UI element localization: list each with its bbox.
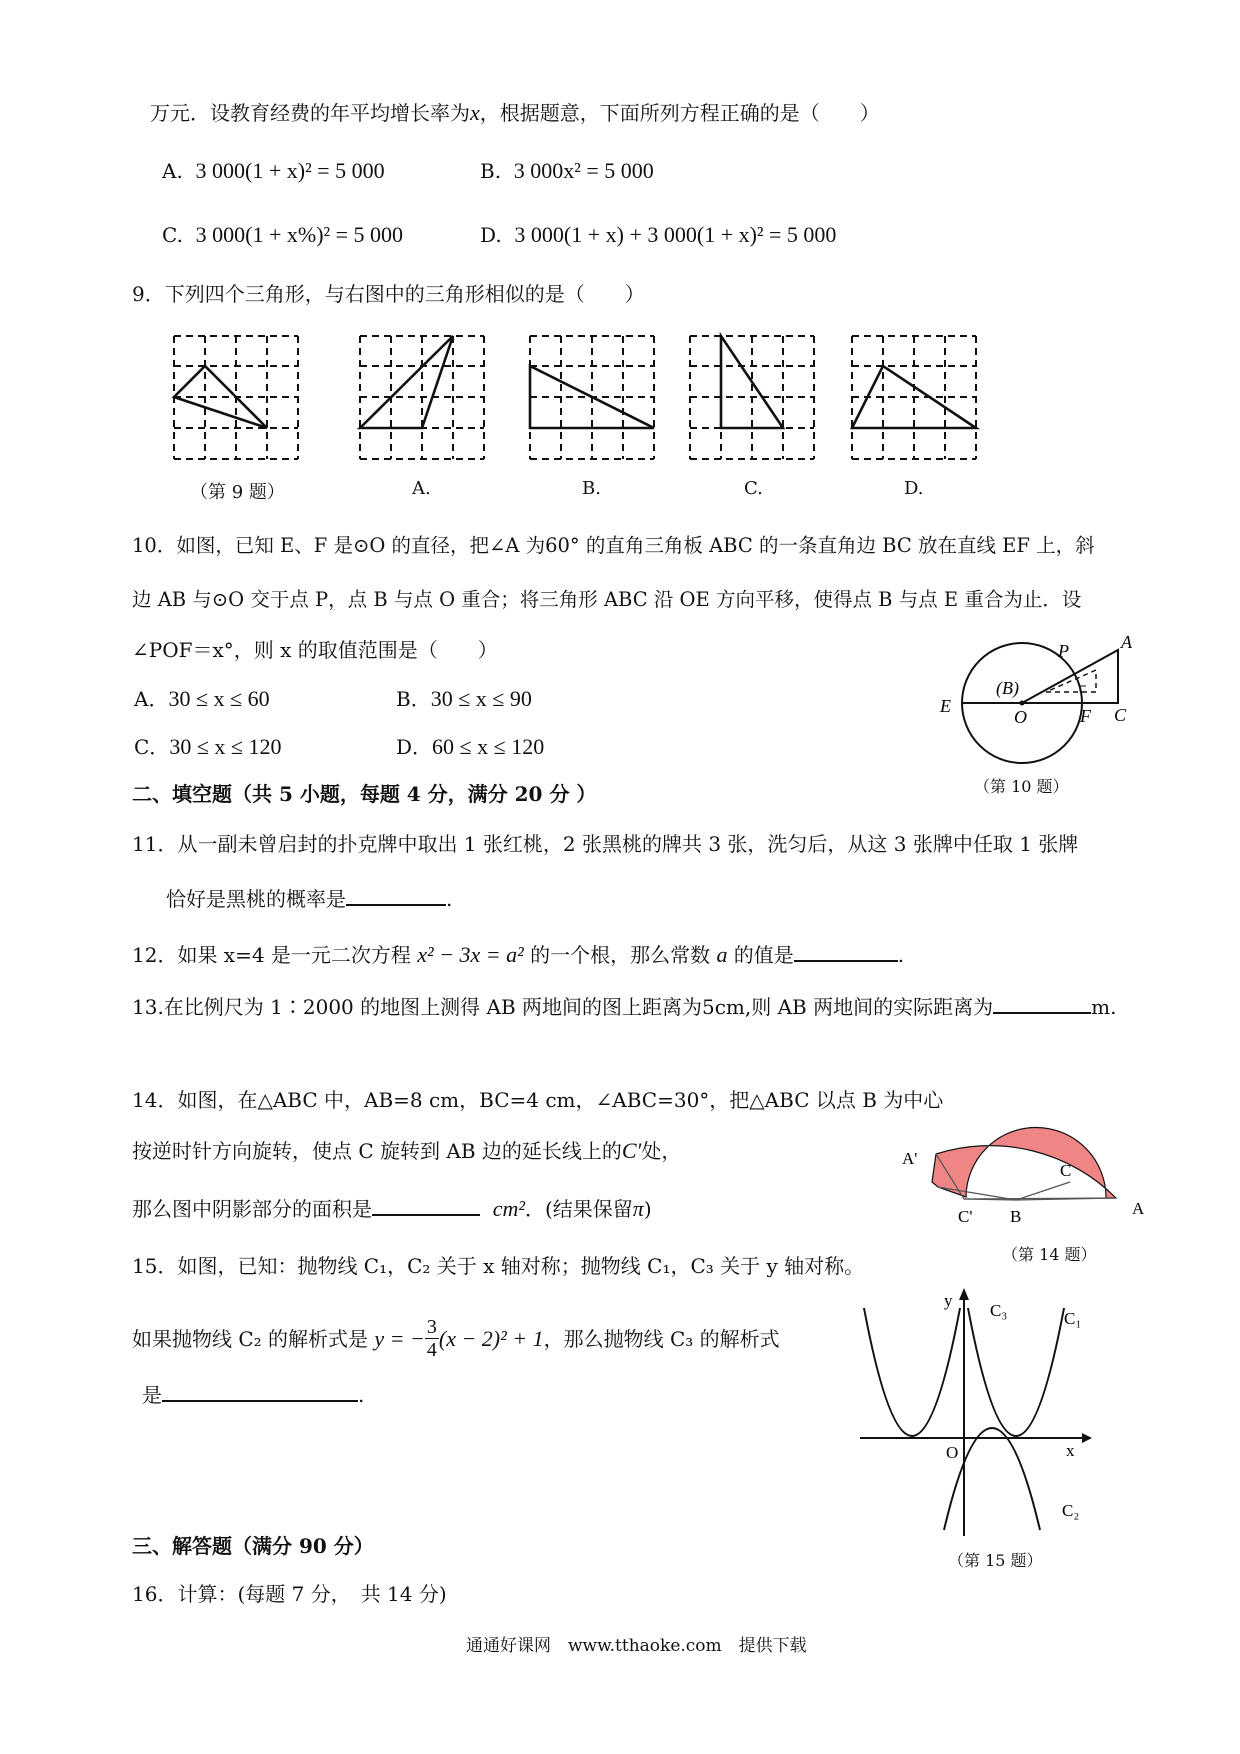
q10-line-3: ∠POF＝x°，则 x 的取值范围是（ ） [132, 638, 498, 662]
q15-line-1: 15．如图，已知：抛物线 C₁，C₂ 关于 x 轴对称；抛物线 C₁，C₃ 关于 y 轴对称。 [132, 1254, 865, 1278]
q9-caption-reference: （第 9 题） [190, 482, 285, 503]
q14-caption: （第 14 题） [1002, 1245, 1097, 1264]
q10-caption: （第 10 题） [974, 777, 1069, 796]
q10-option-c: C．30 ≤ x ≤ 120 [134, 734, 282, 759]
q13-line: 13.在比例尺为 1∶2000 的地图上测得 AB 两地间的图上距离为5cm,则 AB 两地间的实际距离为 m. [132, 995, 1117, 1019]
q14-line-2: 按逆时针方向旋转，使点 C 旋转到 AB 边的延长线上的C′处， [132, 1138, 682, 1163]
q9-figure-d [850, 334, 980, 462]
q14-label-a-prime: A' [902, 1149, 918, 1168]
q15-line-3: 是 . [142, 1383, 365, 1407]
q10-line-2: 边 AB 与⊙O 交于点 P，点 B 与点 O 重合；将三角形 ABC 沿 OE 方向平移，使得点 B 与点 E 重合为止．设 [132, 588, 1082, 611]
q10-line-1: 10．如图，已知 E、F 是⊙O 的直径，把∠A 为60° 的直角三角板 ABC 的一条直角边 BC 放在直线 EF 上，斜 [132, 534, 1095, 557]
q15-label-y: y [944, 1291, 953, 1310]
q9-caption-c: C. [744, 478, 763, 499]
q15-caption: （第 15 题） [948, 1551, 1043, 1570]
q15-label-c3: C₃ [990, 1301, 1008, 1320]
q15-label-c2: C₂ [1062, 1501, 1080, 1520]
q15-label-o: O [946, 1443, 959, 1462]
q9-figure-b [528, 334, 658, 462]
q8-option-a: A. 3 000(1 + x)² = 5 000 [162, 158, 385, 183]
q14-shaded-region [932, 1127, 1116, 1198]
q14-line-1: 14．如图，在△ABC 中，AB=8 cm，BC=4 cm，∠ABC=30°，把△ABC 以点 B 为中心 [132, 1088, 944, 1112]
page-footer: 通通好课网 www.tthaoke.com 提供下载 [466, 1636, 807, 1656]
q15-label-c1: C₁ [1064, 1309, 1082, 1328]
q8-option-b: B. 3 000x² = 5 000 [480, 158, 654, 183]
q10-option-a: A．30 ≤ x ≤ 60 [134, 686, 270, 711]
q10-label-o: O [1014, 707, 1027, 727]
q11-answer-blank[interactable] [346, 886, 446, 906]
q13-answer-blank[interactable] [993, 994, 1091, 1014]
q10-label-b: (B) [996, 678, 1019, 698]
q8-option-c: C. 3 000(1 + x%)² = 5 000 [162, 222, 404, 247]
q9-figure-reference [172, 334, 302, 462]
q10-figure [930, 628, 1130, 798]
q11-line-2: 恰好是黑桃的概率是 . [166, 887, 453, 911]
q16-line: 16．计算：(每题 7 分， 共 14 分) [132, 1582, 447, 1606]
q9-caption-a: A. [412, 478, 431, 499]
q15-line-2: 如果抛物线 C₂ 的解析式是 y = − $\frac{3}{4}$ (x − 2)² + 1，那么抛物线 C₃ 的解析式 [132, 1316, 780, 1361]
q9-caption-d: D. [904, 478, 924, 499]
q15-figure [850, 1286, 1090, 1536]
q8-stem: 万元．设教育经费的年平均增长率为x，根据题意，下面所列方程正确的是（ ） [150, 100, 880, 125]
q11-line-1: 11．从一副未曾启封的扑克牌中取出 1 张红桃，2 张黑桃的牌共 3 张，洗匀后，从这 3 张牌中任取 1 张牌 [132, 832, 1079, 856]
q14-line-3: 那么图中阴影部分的面积是 cm²．(结果保留π) [132, 1196, 652, 1221]
q10-option-d: D．60 ≤ x ≤ 120 [396, 734, 545, 759]
q15-answer-blank[interactable] [162, 1382, 358, 1402]
q14-label-c: C [1060, 1161, 1072, 1180]
section-2-title: 二、填空题（共 5 小题，每题 4 分，满分 20 分 ） [132, 782, 597, 806]
q14-answer-blank[interactable] [372, 1196, 480, 1216]
q14-figure [900, 1056, 1180, 1240]
q14-label-c-prime: C' [958, 1207, 973, 1226]
section-3-title: 三、解答题（满分 90 分） [132, 1534, 374, 1558]
q9-figure-c [688, 334, 818, 462]
q12-answer-blank[interactable] [794, 942, 898, 962]
q10-option-b: B．30 ≤ x ≤ 90 [396, 686, 532, 711]
q10-label-f: F [1080, 706, 1091, 726]
q8-option-d: D. 3 000(1 + x) + 3 000(1 + x)² = 5 000 [480, 222, 837, 247]
q10-label-a: A [1121, 632, 1132, 652]
q10-label-e: E [940, 696, 951, 716]
q14-label-a: A [1132, 1199, 1145, 1218]
q10-label-c: C [1114, 705, 1127, 725]
q9-caption-b: B. [582, 478, 601, 499]
q15-label-x: x [1066, 1441, 1075, 1460]
q14-label-b: B [1010, 1207, 1022, 1226]
q9-figure-a [358, 334, 488, 462]
q12-line: 12．如果 x=4 是一元二次方程 x² − 3x = a² 的一个根，那么常数 a 的值是 . [132, 942, 905, 967]
q9-stem: 9．下列四个三角形，与右图中的三角形相似的是（ ） [132, 282, 645, 306]
q10-label-p: P [1058, 641, 1069, 661]
